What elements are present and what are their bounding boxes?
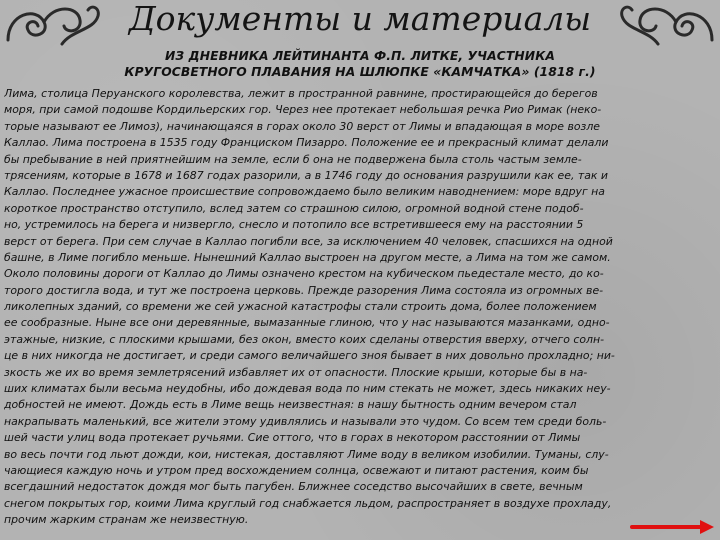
text-line: зкость же их во время землетрясений избавляет их от опасности. Плоские крыши, которые бы в на- <box>4 365 588 379</box>
text-line: це в них никогда не достигает, и среди самого величайшего зноя бывает в них довольно прохладно; ни- <box>4 349 615 363</box>
text-line: торые называют ее Лимоз), начинающаяся в горах около 30 верст от Лимы и впадающая в море возле <box>4 119 600 133</box>
text-line: ее сообразные. Ныне все они деревянные, вымазанные глиною, что у нас называются мазанками, одно- <box>4 316 610 330</box>
text-line: короткое пространство отступило, вслед затем со страшною силою, огромной водной стене подоб- <box>4 201 584 215</box>
text-line: шей части улиц вода протекает ручьями. Сие оттого, что в горах в некотором расстоянии от Лимы <box>4 431 581 445</box>
text-line: но, устремилось на берега и низвергло, снесло и потопило все встретившееся ему на расстоянии 5 <box>4 218 584 232</box>
text-line: Каллао. Лима построена в 1535 году Франциском Пизарро. Положение ее и прекрасный климат делали <box>4 136 609 150</box>
document-subtitle <box>60 47 660 80</box>
text-line: этажные, низкие, с плоскими крышами, без окон, вместо коих сделаны отверстия вверху, отчего солн- <box>4 332 605 346</box>
text-line: ликолепных зданий, со времени же сей ужасной катастрофы стали строить дома, более положением <box>4 300 597 314</box>
text-line: всегдашний недостаток дождя мог быть пагубен. Ближнее соседство высочайших в свете, вечным <box>4 480 583 494</box>
text-line: бы пребывание в ней приятнейшим на земле, если б она не подвержена была столь частым земле- <box>4 152 582 166</box>
subtitle-line-1: ИЗ ДНЕВНИКА ЛЕЙТИНАНТА Ф.П. ЛИТКЕ, УЧАСТНИКА <box>165 49 555 63</box>
text-line: чающиеся каждую ночь и утром пред восхождением солнца, освежают и питают растения, коим бы <box>4 463 589 477</box>
page-title: Документы и материалы <box>128 0 592 38</box>
text-line: моря, при самой подошве Кордильерских гор. Через нее протекает небольшая речка Рио Римак (неко- <box>4 103 602 117</box>
subtitle-line-2: КРУГОСВЕТНОГО ПЛАВАНИЯ НА ШЛЮПКЕ «КАМЧАТКА» (1818 г.) <box>124 65 596 80</box>
text-line: накрапывать маленький, все жители этому удивлялись и называли это чудом. Со всем тем среди боль- <box>4 414 607 428</box>
text-line: ших климатах были весьма неудобны, ибо дождевая вода по ним стекать не может, здесь никаких неу- <box>4 382 611 396</box>
next-slide-arrow-icon[interactable] <box>630 518 716 536</box>
diary-text <box>4 86 718 529</box>
text-line: снегом покрытых гор, коими Лима круглый год снабжается льдом, распространяет в воздухе прохладу, <box>4 496 612 510</box>
text-line: во весь почти год льют дожди, кои, нистекая, доставляют Лиме воду в великом изобилии. Туманы, слу- <box>4 447 609 461</box>
text-line: Около половины дороги от Каллао до Лимы означено крестом на кубическом пьедестале место, до ко- <box>4 267 604 281</box>
text-line: трясениям, которые в 1678 и 1687 годах разорили, а в 1746 году до основания разрушили как ее, так и <box>4 168 609 182</box>
text-line: торого достигла вода, и тут же построена церковь. Прежде разорения Лима состояла из огромных ве- <box>4 283 604 297</box>
text-line: башне, в Лиме погибло меньше. Нынешний Каллао выстроен на другом месте, а Лима на том же самом. <box>4 250 611 264</box>
text-line: верст от берега. При сем случае в Каллао погибли все, за исключением 40 человек, спасшихся на одной <box>4 234 613 248</box>
text-line: добностей не имеют. Дождь есть в Лиме вещь неизвестная: в нашу бытность одним вечером стал <box>4 398 577 412</box>
text-line: Каллао. Последнее ужасное происшествие сопровождаемо было великим наводнением: море вдруг на <box>4 185 605 199</box>
text-line: Лима, столица Перуанского королевства, лежит в пространной равнине, простирающейся до берегов <box>4 87 598 100</box>
text-line: прочим жарким странам же неизвестную. <box>4 513 249 527</box>
